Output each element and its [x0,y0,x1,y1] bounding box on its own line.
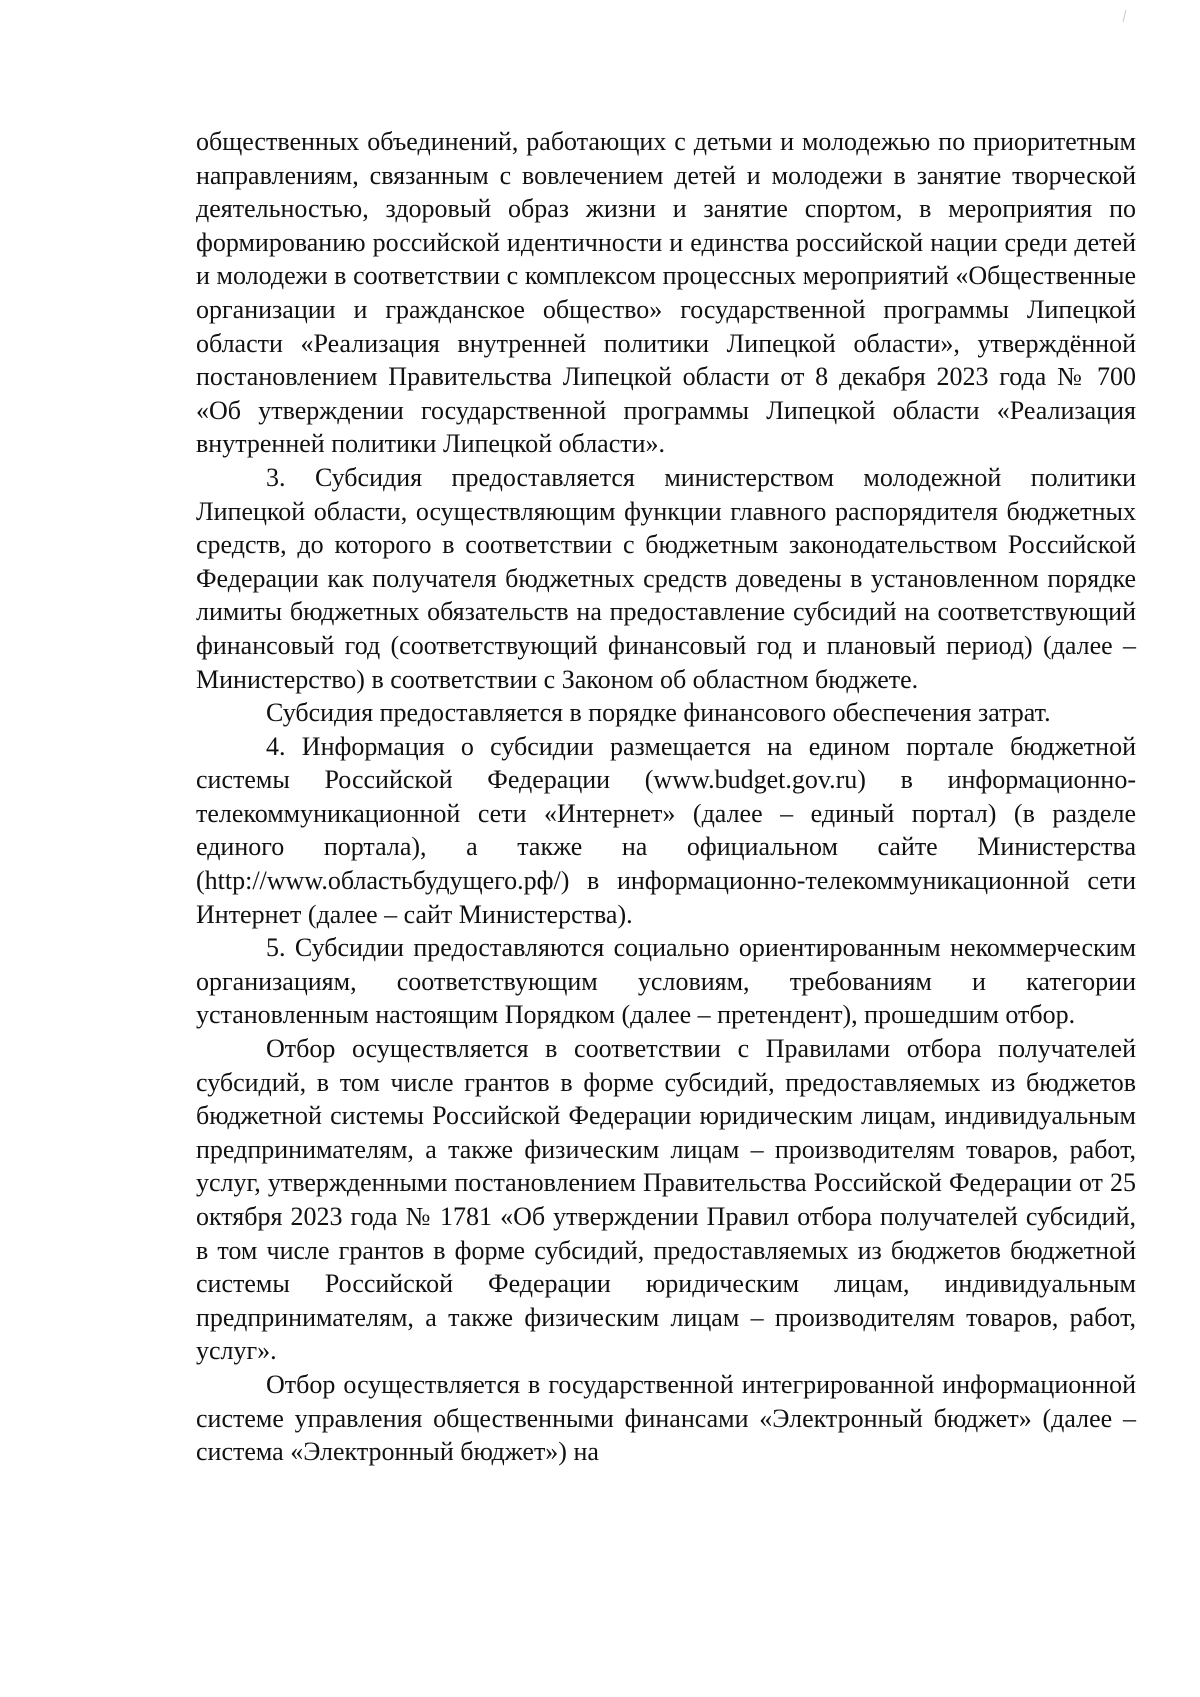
paragraph-selection-rules: Отбор осуществляется в соответствии с Правилами отбора получателей субсидий, в том числе грантов в форме субсидий, предоставляемых из бюджетов бюджетной системы Российской Федерации юридическим лицам, индивидуальным предпринимателям, а также физическим лицам – производителям товаров, работ, услуг, утвержденными постановлением Правительства Российской Федерации от 25 октября 2023 года № 1781 «Об утверждении Правил отбора получателей субсидий, в том числе грантов в форме субсидий, предоставляемых из бюджетов бюджетной системы Российской Федерации юридическим лицам, индивидуальным предпринимателям, а также физическим лицам – производителям товаров, работ, услуг». [196,1034,1136,1366]
paragraph-item-5: 5. Субсидии предоставляются социально ориентированным некоммерческим организациям, соответствующим условиям, требованиям и категории установленным настоящим Порядком (далее – претендент), прошедшим отбор. [196,933,1136,1030]
document-body [196,125,1136,1469]
paragraph-item-4: 4. Информация о субсидии размещается на едином портале бюджетной системы Российской Федерации (www.budget.gov.ru) в информационно-телекоммуникационной сети «Интернет» (далее – единый портал) (в разделе единого портала), а также на официальном сайте Министерства (http://www.областьбудущего.рф/) в информационно-телекоммуникационной сети Интернет (далее – сайт Министерства). [196,731,1136,929]
paragraph-item-3: 3. Субсидия предоставляется министерством молодежной политики Липецкой области, осуществляющим функции главного распорядителя бюджетных средств, до которого в соответствии с бюджетным законодательством Российской Федерации как получателя бюджетных средств доведены в установленном порядке лимиты бюджетных обязательств на предоставление субсидий на соответствующий финансовый год (соответствующий финансовый год и плановый период) (далее – Министерство) в соответствии с Законом об областном бюджете. [196,462,1136,694]
paragraph-selection-system: Отбор осуществляется в государственной интегрированной информационной системе управления общественными финансами «Электронный бюджет» (далее – система «Электронный бюджет») на [196,1369,1136,1467]
paragraph-item-3-cost-support: Субсидия предоставляется в порядке финансового обеспечения затрат. [266,698,1051,728]
paragraph-continuation: общественных объединений, работающих с детьми и молодежью по приоритетным направлениям, связанным с вовлечением детей и молодежи в занятие творческой деятельностью, здоровый образ жизни и занятие спортом, в мероприятия по формированию российской идентичности и единства российской нации среди детей и молодежи в соответствии с комплексом процессных мероприятий «Общественные организации и гражданское общество» государственной программы Липецкой области «Реализация внутренней политики Липецкой области», утверждённой постановлением Правительства Липецкой области от 8 декабря 2023 года № 700 «Об утверждении государственной программы Липецкой области «Реализация внутренней политики Липецкой области». [196,127,1136,459]
scan-artifact-mark [1123,10,1127,22]
